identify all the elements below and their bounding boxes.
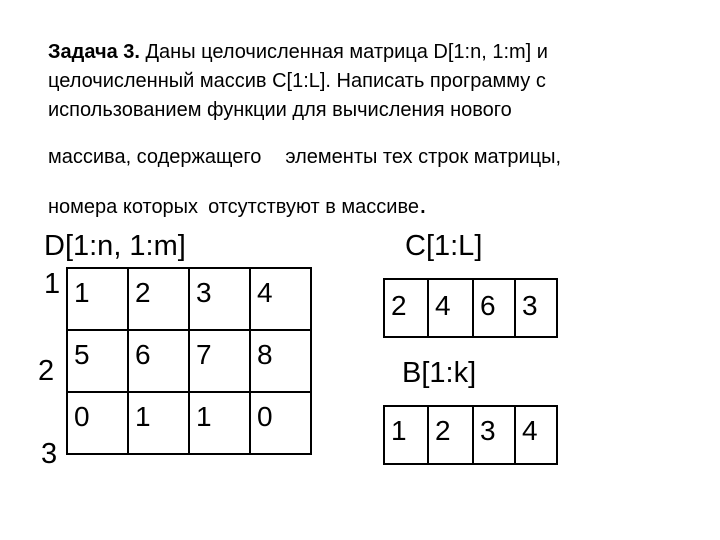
task-title: Задача 3. [48,41,140,63]
matrix-row [67,268,311,330]
array-c-cell: 6 [473,279,515,337]
matrix-cell: 2 [128,268,189,330]
task-line-5 [48,188,427,220]
task-line-4 [48,146,561,169]
task-line-4b: элементы тех строк матрицы, [285,146,562,168]
matrix-cell: 7 [189,330,250,392]
matrix-cell: 1 [128,392,189,454]
matrix-cell: 6 [128,330,189,392]
task-line-2: целочисленный массив C[1:L]. Написать программу с [48,70,546,92]
task-line-4a: массива, содержащего [48,146,262,168]
array-b-cell: 1 [384,406,428,464]
array-c-cell: 4 [428,279,473,337]
array-c-label: C[1:L] [405,230,483,262]
array-b-cell: 4 [515,406,557,464]
matrix-cell: 8 [250,330,311,392]
array-b-label: B[1:k] [402,357,477,389]
matrix-cell: 3 [189,268,250,330]
array-c-cell: 2 [384,279,428,337]
row-label-3: 3 [41,438,58,470]
array-b-cell: 2 [428,406,473,464]
matrix-table [66,267,312,455]
matrix-cell: 1 [67,268,128,330]
array-b-cell: 3 [473,406,515,464]
task-line-5b: отсутствуют в массиве [208,196,419,218]
matrix-cell: 1 [189,392,250,454]
matrix-cell: 5 [67,330,128,392]
matrix-row [67,330,311,392]
task-line-5c: . [419,188,427,219]
matrix-cell: 0 [250,392,311,454]
matrix-label: D[1:n, 1:m] [44,230,186,262]
matrix-cell: 0 [67,392,128,454]
task-line-1 [48,38,688,67]
array-b-table [383,405,558,465]
array-b-row [384,406,557,464]
array-c-cell: 3 [515,279,557,337]
task-line-3: использованием функции для вычисления нового [48,99,512,121]
matrix-row [67,392,311,454]
row-label-1: 1 [44,268,61,300]
task-text [48,38,688,125]
array-c-row [384,279,557,337]
matrix-cell: 4 [250,268,311,330]
array-c-table [383,278,558,338]
task-line-1-text: Даны целочисленная матрица D[1:n, 1:m] и [139,41,548,63]
task-line-5a: номера которых [48,196,199,218]
row-label-2: 2 [38,355,55,387]
